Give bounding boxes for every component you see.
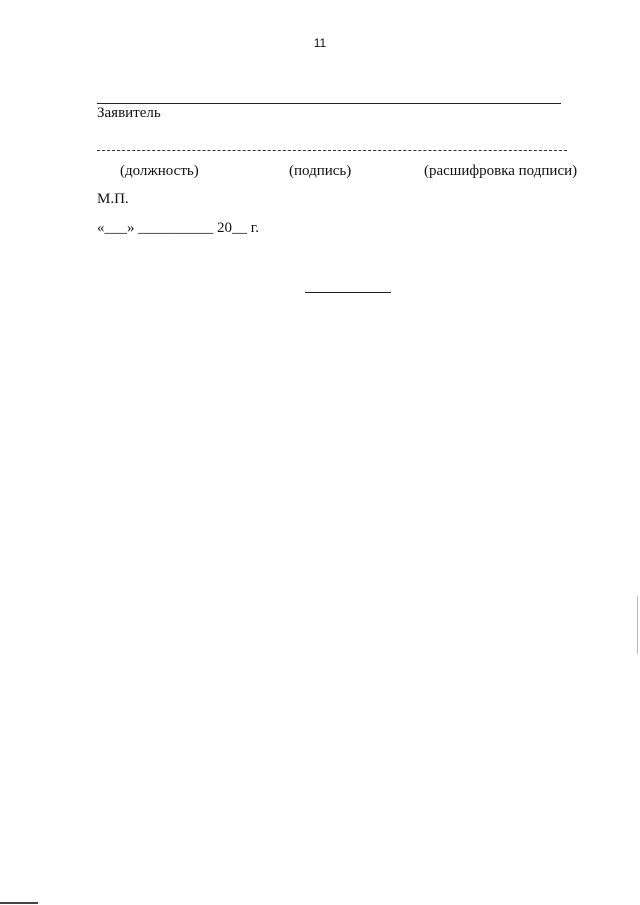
applicant-label: Заявитель <box>97 105 161 121</box>
stamp-placeholder: М.П. <box>97 191 129 207</box>
caption-position: (должность) <box>120 163 199 179</box>
applicant-name-line <box>97 103 561 104</box>
caption-signature-decoding: (расшифровка подписи) <box>424 163 578 179</box>
signature-line <box>97 150 567 151</box>
scan-margin-mark <box>637 596 638 654</box>
scan-corner-mark <box>0 902 38 904</box>
end-of-document-rule <box>305 292 391 293</box>
caption-signature: (подпись) <box>289 163 352 179</box>
page-number: 11 <box>313 36 327 50</box>
date-line: «___» __________ 20__ г. <box>97 220 259 236</box>
